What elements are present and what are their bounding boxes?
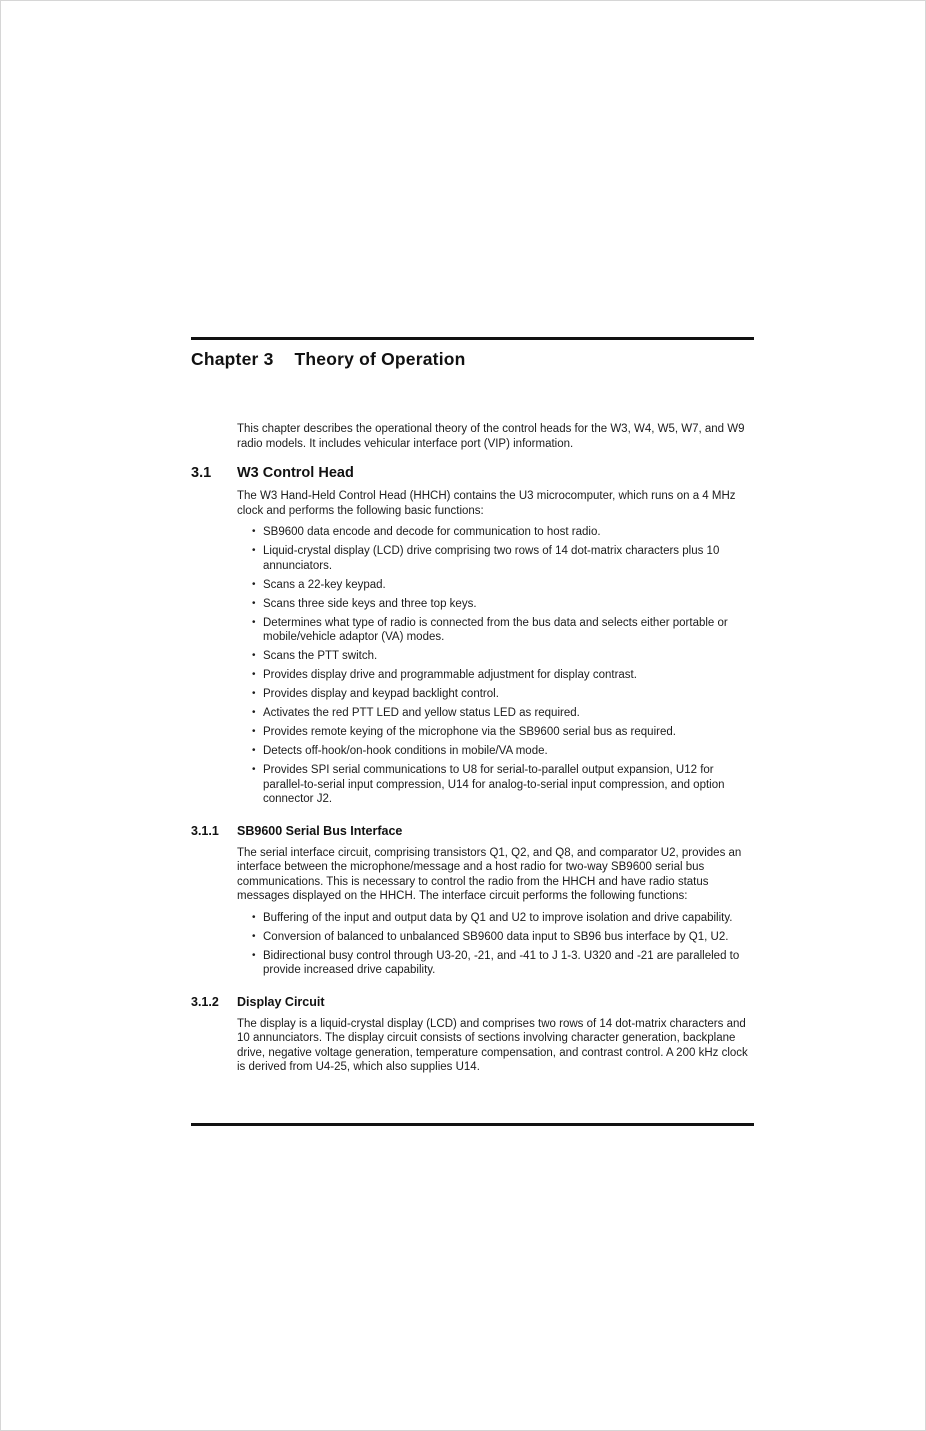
chapter-title-text: Theory of Operation <box>294 349 466 369</box>
bullet-item: • Conversion of balanced to unbalanced SB9600 data input to SB96 bus interface by Q1, U2. <box>237 930 754 945</box>
section-heading <box>191 465 754 481</box>
bullet-item: • Bidirectional busy control through U3-20, -21, and -41 to J 1-3. U320 and -21 are paralleled to provide increased drive capability. <box>237 949 754 978</box>
bullet-item: • Provides SPI serial communications to U8 for serial-to-parallel output expansion, U12 for parallel-to-serial input compression, U14 for analog-to-serial input compression, and option connector J2. <box>237 763 754 807</box>
sections-container <box>191 465 754 1075</box>
section-heading <box>191 995 754 1009</box>
section-body: The W3 Hand-Held Control Head (HHCH) contains the U3 microcomputer, which runs on a 4 MHz clock and performs the following basic functions: <box>237 490 736 517</box>
bullet-item: • Scans three side keys and three top keys. <box>237 597 754 612</box>
top-rule <box>191 337 754 340</box>
section-body: The display is a liquid-crystal display (LCD) and comprises two rows of 14 dot-matrix characters and 10 annunciators. The display circuit consists of sections involving character generation, backplane drive, negative voltage generation, temperature compensation, and contrast control. A 200 kHz clock is derived from U4-25, which also supplies U14. <box>237 1017 748 1073</box>
bullet-item: • SB9600 data encode and decode for communication to host radio. <box>237 525 754 540</box>
section-3.1 <box>191 465 754 807</box>
bullet-item: • Liquid-crystal display (LCD) drive comprising two rows of 14 dot-matrix characters plus 10 annunciators. <box>237 544 754 573</box>
section-number: 3.1 <box>191 465 212 481</box>
chapter-number: Chapter 3 <box>191 349 274 369</box>
bullet-item: • Provides display and keypad backlight control. <box>237 687 754 702</box>
page-content <box>191 337 754 1075</box>
section-title: W3 Control Head <box>237 465 354 481</box>
bullet-item: • Determines what type of radio is connected from the bus data and selects either portable or mobile/vehicle adaptor (VA) modes. <box>237 616 754 645</box>
intro-paragraph: This chapter describes the operational theory of the control heads for the W3, W4, W5, W7, and W9 radio models. It includes vehicular interface port (VIP) information. <box>237 423 745 450</box>
bullet-list <box>237 525 754 807</box>
bullet-item: • Provides display drive and programmable adjustment for display contrast. <box>237 668 754 683</box>
bullet-list <box>237 911 754 978</box>
section-number: 3.1.1 <box>191 823 219 838</box>
chapter-title <box>191 349 754 370</box>
section-title: Display Circuit <box>237 994 325 1009</box>
section-3.1.1 <box>191 824 754 978</box>
bullet-item: • Activates the red PTT LED and yellow status LED as required. <box>237 706 754 721</box>
bottom-rule <box>191 1123 754 1126</box>
bullet-item: • Buffering of the input and output data by Q1 and U2 to improve isolation and drive capability. <box>237 911 754 926</box>
bullet-item: • Provides remote keying of the microphone via the SB9600 serial bus as required. <box>237 725 754 740</box>
section-title: SB9600 Serial Bus Interface <box>237 823 403 838</box>
section-body: The serial interface circuit, comprising transistors Q1, Q2, and Q8, and comparator U2, provides an interface between the microphone/message and a host radio for two-way SB9600 serial bus communications. This is necessary to control the radio from the HHCH and have radio status messages displayed on the HHCH. The interface circuit performs the following functions: <box>237 846 742 902</box>
bullet-item: • Scans a 22-key keypad. <box>237 578 754 593</box>
section-number: 3.1.2 <box>191 994 219 1009</box>
section-3.1.2 <box>191 995 754 1075</box>
section-heading <box>191 824 754 838</box>
bullet-item: • Detects off-hook/on-hook conditions in mobile/VA mode. <box>237 744 754 759</box>
bullet-item: • Scans the PTT switch. <box>237 649 754 664</box>
